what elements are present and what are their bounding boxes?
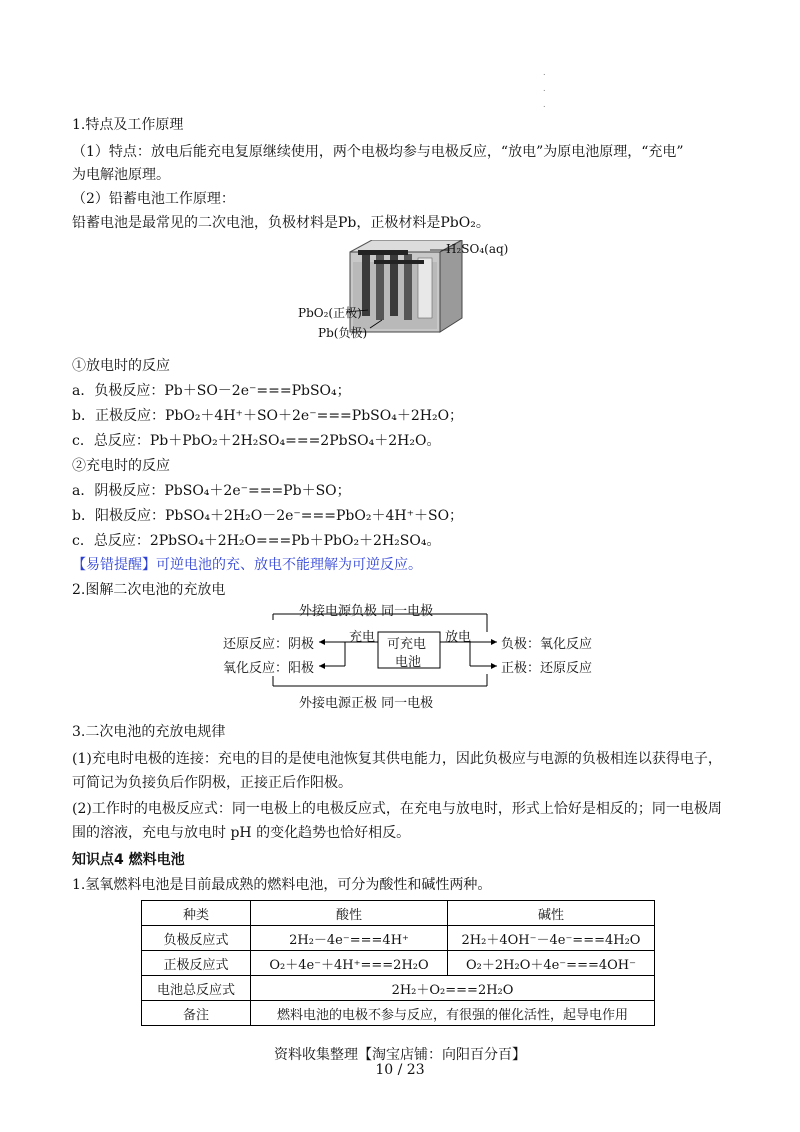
decor-dot: . bbox=[543, 68, 546, 77]
fuel-cell-table bbox=[141, 900, 655, 1026]
charge-title: ②充电时的反应 bbox=[72, 458, 170, 474]
diagram-negative-right: 负极：氧化反应 bbox=[501, 637, 593, 652]
diagram-oxidation-left: 氧化反应：阳极 bbox=[223, 661, 315, 676]
charge-discharge-diagram bbox=[215, 600, 595, 712]
decor-dot: . bbox=[543, 84, 546, 93]
table-row bbox=[142, 976, 655, 1001]
table-cell: 2H₂＋O₂===2H₂O bbox=[251, 976, 655, 1001]
table-cell: 负极反应式 bbox=[142, 926, 251, 951]
table-row bbox=[142, 1001, 655, 1026]
charge-cathode-reaction: a．阴极反应：PbSO₄＋2e⁻===Pb＋SO； bbox=[72, 483, 351, 499]
diagram-discharge-label: 放电 bbox=[445, 630, 472, 645]
section-title-rules: 3.二次电池的充放电规律 bbox=[72, 724, 226, 740]
rule1-paragraph: (1)充电时电极的连接：充电的目的是使电池恢复其供电能力，因此负极应与电源的负极相连以获得电子， bbox=[72, 751, 722, 767]
table-cell: 备注 bbox=[142, 1001, 251, 1026]
rule1-paragraph-cont: 可简记为负接负后作阴极，正接正后作阳极。 bbox=[72, 775, 352, 791]
discharge-total-reaction: c．总反应：Pb＋PbO₂＋2H₂SO₄===2PbSO₄＋2H₂O。 bbox=[72, 433, 441, 449]
table-header-cell: 碱性 bbox=[448, 901, 655, 926]
diagram-positive-right: 正极：还原反应 bbox=[501, 661, 593, 676]
diagram-charge-label: 充电 bbox=[349, 630, 376, 645]
table-cell: 燃料电池的电极不参与反应，有很强的催化活性，起导电作用 bbox=[251, 1001, 655, 1026]
diagram-center-line1: 可充电 bbox=[387, 637, 427, 652]
table-cell: O₂＋2H₂O＋4e⁻===4OH⁻ bbox=[448, 951, 655, 976]
diagram-reduction-left: 还原反应：阴极 bbox=[223, 637, 315, 652]
table-header-cell: 种类 bbox=[142, 901, 251, 926]
battery-acid-label: H₂SO₄(aq) bbox=[446, 242, 509, 256]
discharge-negative-reaction: a．负极反应：Pb＋SO－2e⁻===PbSO₄； bbox=[72, 383, 351, 399]
battery-pb-label: Pb(负极) bbox=[318, 326, 368, 340]
table-header-row bbox=[142, 901, 655, 926]
table-row bbox=[142, 951, 655, 976]
diagram-bottom-label: 外接电源正极 同一电极 bbox=[299, 696, 434, 711]
table-cell: 2H₂＋4OH⁻－4e⁻===4H₂O bbox=[448, 926, 655, 951]
lead-battery-intro: 铅蓄电池是最常见的二次电池，负极材料是Pb，正极材料是PbO₂。 bbox=[72, 215, 490, 231]
section-title-diagram: 2.图解二次电池的充放电 bbox=[72, 582, 226, 598]
discharge-positive-reaction: b．正极反应：PbO₂＋4H⁺＋SO＋2e⁻===PbSO₄＋2H₂O； bbox=[72, 408, 464, 424]
principle-title: （2）铅蓄电池工作原理： bbox=[72, 191, 235, 207]
charge-total-reaction: c．总反应：2PbSO₄＋2H₂O===Pb＋PbO₂＋2H₂SO₄。 bbox=[72, 533, 441, 549]
footer-source: 资料收集整理【淘宝店铺：向阳百分百】 bbox=[274, 1047, 526, 1063]
charge-anode-reaction: b．阳极反应：PbSO₄＋2H₂O－2e⁻===PbO₂＋4H⁺＋SO； bbox=[72, 508, 464, 524]
diagram-top-label: 外接电源负极 同一电极 bbox=[299, 604, 434, 619]
features-paragraph-cont: 为电解池原理。 bbox=[72, 167, 170, 183]
table-cell: 2H₂－4e⁻===4H⁺ bbox=[251, 926, 448, 951]
features-paragraph: （1）特点：放电后能充电复原继续使用，两个电极均参与电极反应，“放电”为原电池原理，“充电” bbox=[72, 144, 684, 160]
table-cell: 正极反应式 bbox=[142, 951, 251, 976]
lead-battery-figure bbox=[290, 240, 540, 350]
fuel-cell-intro: 1.氢氧燃料电池是目前最成熟的燃料电池，可分为酸性和碱性两种。 bbox=[72, 877, 492, 893]
table-cell: O₂＋4e⁻＋4H⁺===2H₂O bbox=[251, 951, 448, 976]
rule2-paragraph-cont: 围的溶液，充电与放电时 pH 的变化趋势也恰好相反。 bbox=[72, 825, 411, 841]
rule2-paragraph: (2)工作时的电极反应式：同一电极上的电极反应式，在充电与放电时，形式上恰好是相反的；同一电极周 bbox=[72, 801, 722, 817]
footer-page-number: 10 / 23 bbox=[375, 1062, 425, 1078]
diagram-center-line2: 电池 bbox=[395, 655, 422, 670]
table-header-cell: 酸性 bbox=[251, 901, 448, 926]
decor-dot: . bbox=[543, 100, 546, 109]
discharge-title: ①放电时的反应 bbox=[72, 358, 170, 374]
table-row bbox=[142, 926, 655, 951]
section-title-features: 1.特点及工作原理 bbox=[72, 117, 184, 133]
table-cell: 电池总反应式 bbox=[142, 976, 251, 1001]
battery-pbo2-label: PbO₂(正极) bbox=[298, 306, 362, 320]
warning-note: 【易错提醒】可逆电池的充、放电不能理解为可逆反应。 bbox=[72, 557, 422, 573]
knowledge-point-heading: 知识点4 燃料电池 bbox=[72, 852, 185, 868]
